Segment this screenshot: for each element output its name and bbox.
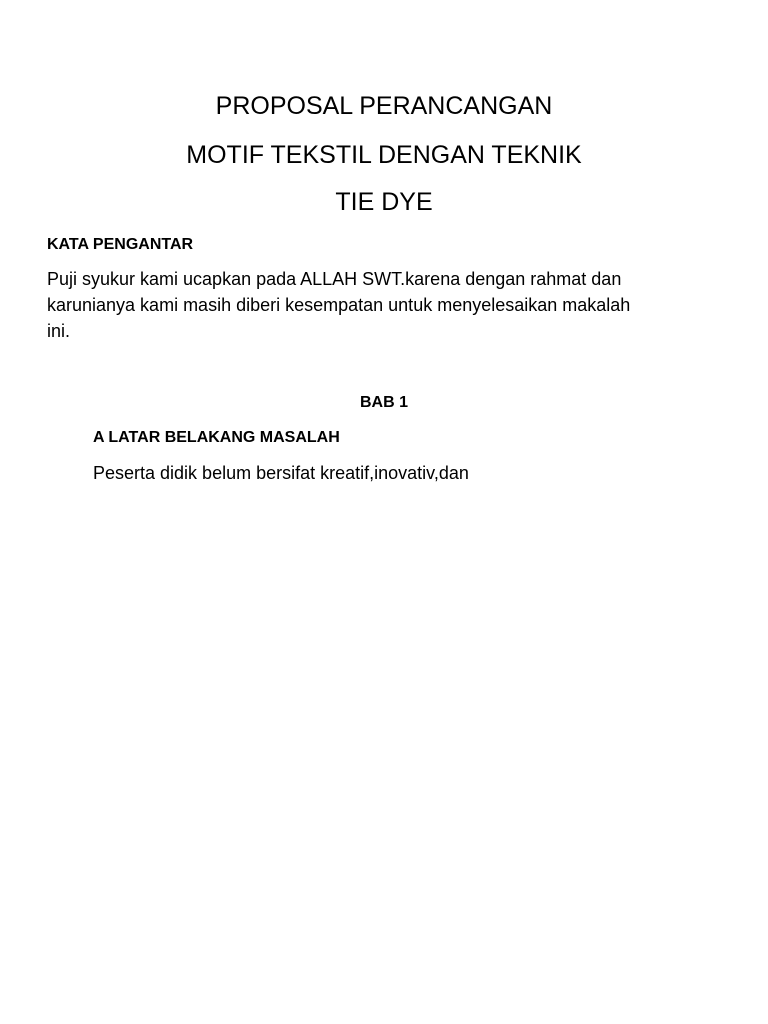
chapter-heading: BAB 1 [359,394,408,411]
section-heading: A LATAR BELAKANG MASALAH [93,429,340,446]
foreword-line: karunianya kami masih diberi kesempatan untuk menyelesaikan makalah [47,295,631,315]
document-title-line-1: PROPOSAL PERANCANGAN [215,92,553,120]
foreword-heading: KATA PENGANTAR [47,236,194,253]
document-title-line-2: MOTIF TEKSTIL DENGAN TEKNIK [186,141,582,169]
document-title-line-3: TIE DYE [335,188,433,216]
foreword-line: ini. [47,321,71,341]
foreword-paragraph [47,266,687,344]
foreword-line: Puji syukur kami ucapkan pada ALLAH SWT.karena dengan rahmat dan [47,269,622,289]
section-text: Peserta didik belum bersifat kreatif,inovativ,dan [93,463,469,483]
